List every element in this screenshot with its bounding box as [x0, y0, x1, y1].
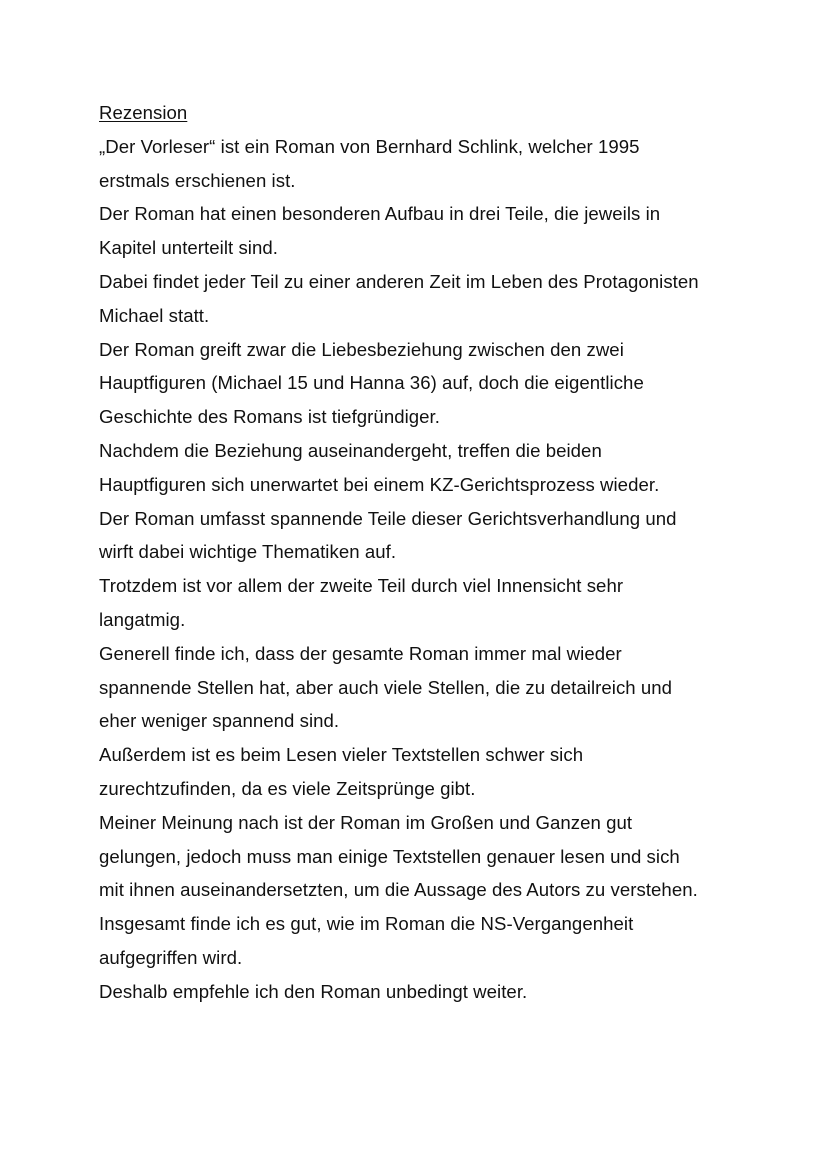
text-line: „Der Vorleser“ ist ein Roman von Bernhard Schlink, welcher 1995: [99, 135, 640, 157]
text-line: eher weniger spannend sind.: [99, 710, 340, 732]
text-line: Generell finde ich, dass der gesamte Roman immer mal wieder: [99, 642, 622, 664]
text-line: Kapitel unterteilt sind.: [99, 237, 278, 259]
text-line: Michael statt.: [99, 304, 210, 326]
text-line: Der Roman greift zwar die Liebesbeziehung zwischen den zwei: [99, 338, 624, 360]
text-line: mit ihnen auseinandersetzten, um die Aussage des Autors zu verstehen.: [99, 879, 698, 901]
document-body: [99, 96, 759, 1009]
text-line: Außerdem ist es beim Lesen vieler Textstellen schwer sich: [99, 744, 584, 766]
text-line: aufgegriffen wird.: [99, 946, 243, 968]
text-line: Hauptfiguren (Michael 15 und Hanna 36) auf, doch die eigentliche: [99, 372, 644, 394]
text-line: Der Roman hat einen besonderen Aufbau in drei Teile, die jeweils in: [99, 203, 661, 225]
text-line: erstmals erschienen ist.: [99, 169, 296, 191]
text-line: Der Roman umfasst spannende Teile dieser Gerichtsverhandlung und: [99, 507, 677, 529]
text-line: Meiner Meinung nach ist der Roman im Großen und Ganzen gut: [99, 811, 633, 833]
text-line: Hauptfiguren sich unerwartet bei einem KZ-Gerichtsprozess wieder.: [99, 473, 660, 495]
text-line: wirft dabei wichtige Thematiken auf.: [99, 541, 397, 563]
text-line: Deshalb empfehle ich den Roman unbedingt weiter.: [99, 980, 528, 1002]
document-title: Rezension: [99, 102, 188, 123]
text-line: Trotzdem ist vor allem der zweite Teil durch viel Innensicht sehr: [99, 575, 624, 597]
text-line: Insgesamt finde ich es gut, wie im Roman die NS-Vergangenheit: [99, 913, 634, 935]
text-line: zurechtzufinden, da es viele Zeitsprünge gibt.: [99, 777, 476, 799]
text-line: Geschichte des Romans ist tiefgründiger.: [99, 406, 440, 428]
text-line: langatmig.: [99, 608, 186, 630]
text-line: gelungen, jedoch muss man einige Textstellen genauer lesen und sich: [99, 845, 680, 867]
text-line: Nachdem die Beziehung auseinandergeht, treffen die beiden: [99, 439, 602, 461]
text-line: Dabei findet jeder Teil zu einer anderen Zeit im Leben des Protagonisten: [99, 270, 699, 292]
text-line: spannende Stellen hat, aber auch viele Stellen, die zu detailreich und: [99, 676, 673, 698]
